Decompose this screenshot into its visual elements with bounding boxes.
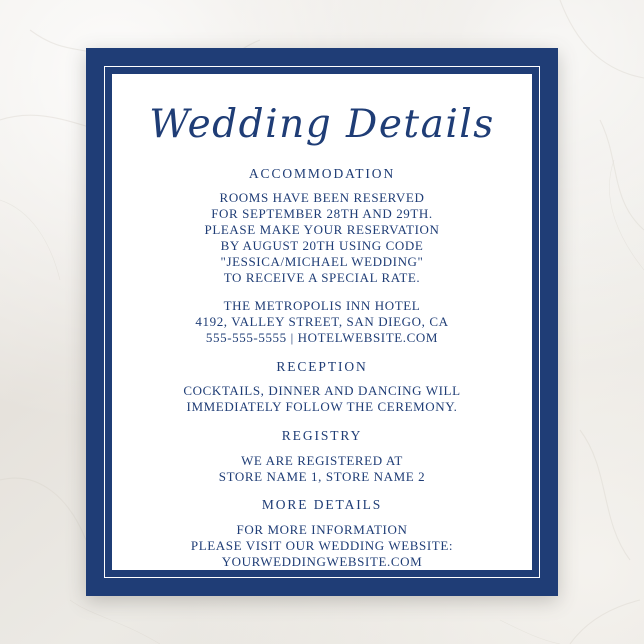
section-heading-accommodation: ACCOMMODATION	[248, 165, 396, 181]
wedding-details-card	[86, 48, 558, 596]
text-line: 555-555-5555 | HOTELWEBSITE.COM	[205, 329, 439, 345]
section-heading-registry: REGISTRY	[281, 427, 363, 443]
text-line: 4192, VALLEY STREET, SAN DIEGO, CA	[195, 313, 449, 329]
section-body-more-details	[191, 522, 453, 570]
text-line: PLEASE VISIT OUR WEDDING WEBSITE:	[190, 537, 454, 553]
website-url: YOURWEDDINGWEBSITE.COM	[221, 553, 423, 569]
text-line: TO RECEIVE A SPECIAL RATE.	[223, 270, 421, 286]
text-line: WE ARE REGISTERED AT	[241, 452, 403, 468]
text-line: BY AUGUST 20TH USING CODE	[220, 238, 424, 254]
text-line: FOR SEPTEMBER 28TH AND 29TH.	[211, 206, 433, 222]
text-line: PLEASE MAKE YOUR RESERVATION	[204, 222, 440, 238]
page-title: Wedding Details	[149, 102, 495, 147]
text-line: STORE NAME 1, STORE NAME 2	[218, 468, 426, 484]
card-paper	[112, 74, 532, 570]
text-line: "JESSICA/MICHAEL WEDDING"	[220, 254, 424, 270]
section-body-registry	[219, 453, 426, 485]
section-heading-reception: RECEPTION	[276, 358, 368, 374]
section-body-venue-address	[195, 298, 448, 346]
text-line: THE METROPOLIS INN HOTEL	[223, 297, 421, 313]
text-line: IMMEDIATELY FOLLOW THE CEREMONY.	[186, 399, 458, 415]
card-inner-white-rule	[104, 66, 540, 578]
section-body-accommodation	[205, 190, 440, 286]
text-line: COCKTAILS, DINNER AND DANCING WILL	[183, 383, 461, 399]
section-heading-more-details: MORE DETAILS	[261, 497, 383, 513]
text-line: ROOMS HAVE BEEN RESERVED	[219, 190, 425, 206]
section-body-reception	[183, 383, 460, 415]
text-line: FOR MORE INFORMATION	[236, 521, 408, 537]
